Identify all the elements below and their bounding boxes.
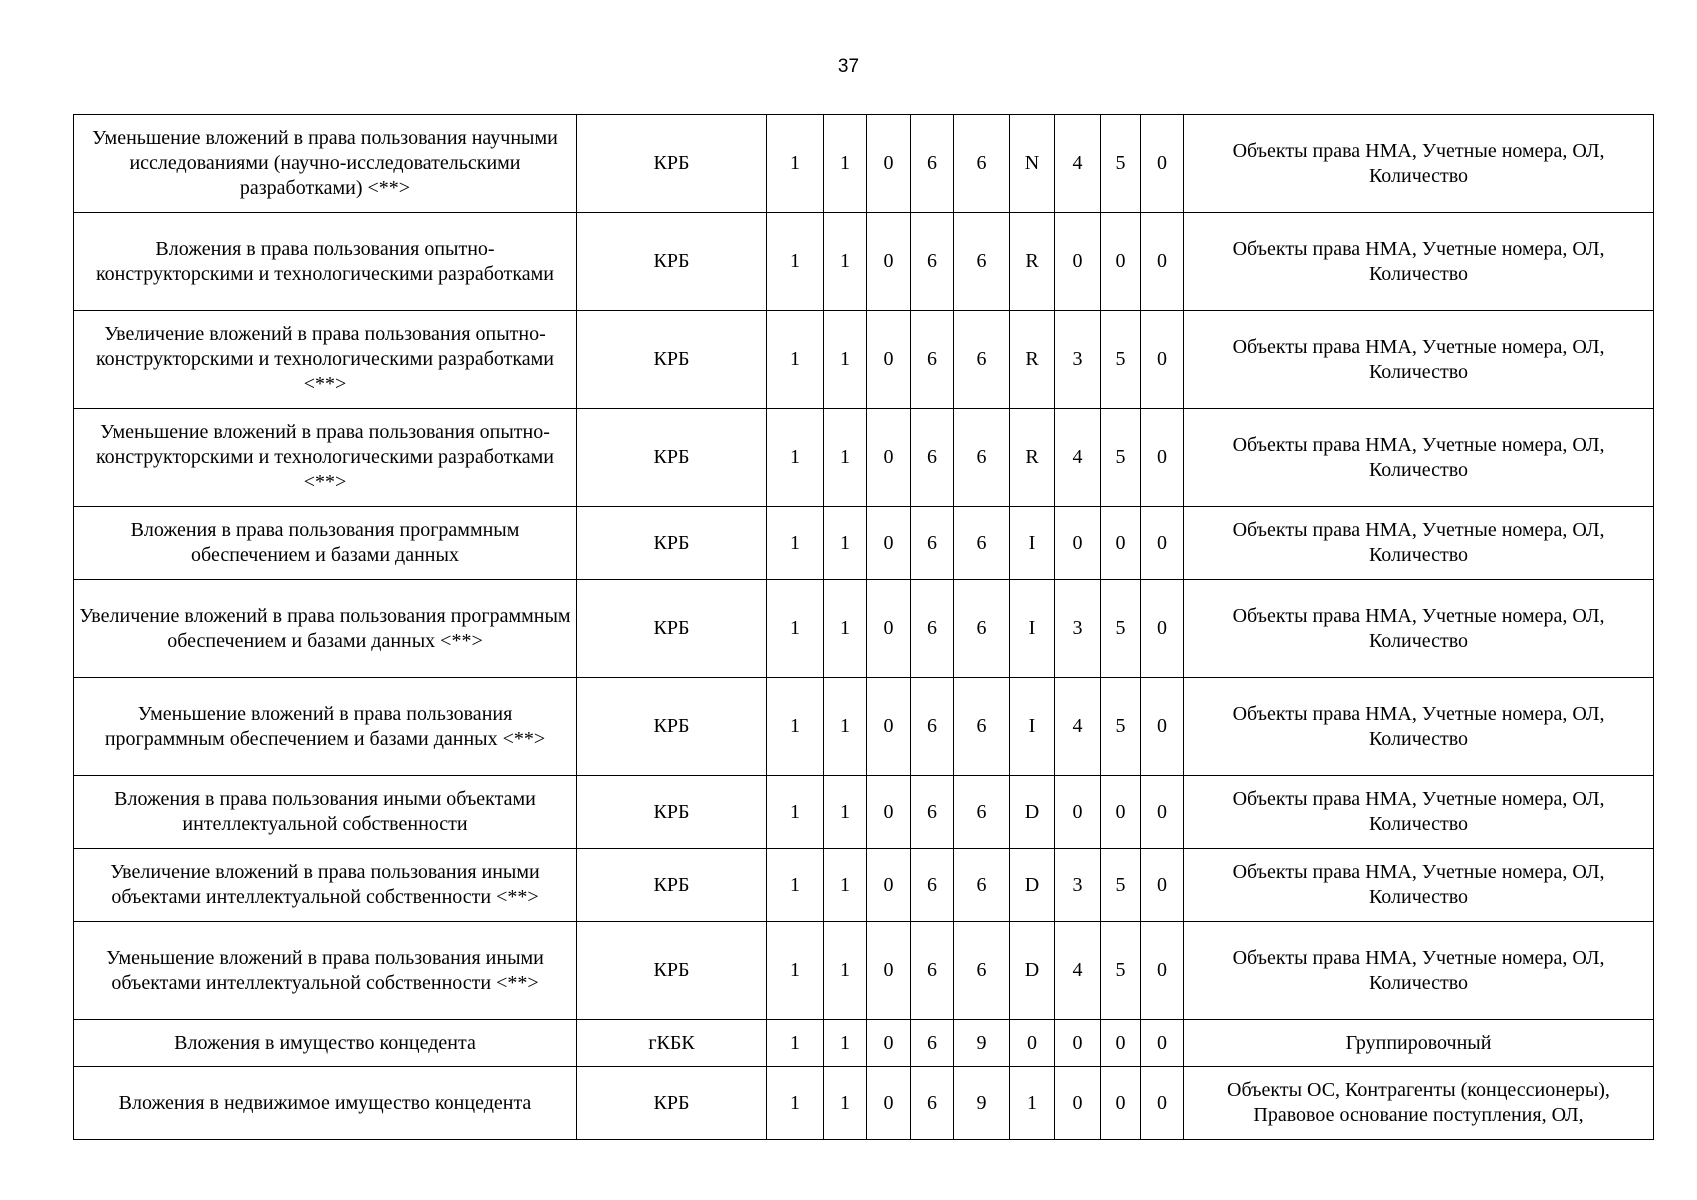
account-code-digit-cell: 1 — [824, 409, 867, 507]
account-code-digit-cell: 9 — [954, 1067, 1010, 1140]
account-code-digit-cell: 0 — [1141, 507, 1184, 580]
account-code-digit-cell: 6 — [911, 1067, 954, 1140]
account-code-digit-cell: 6 — [911, 409, 954, 507]
analytics-attributes-cell: Объекты ОС, Контрагенты (концессионеры), Правовое основание поступления, ОЛ, — [1184, 1067, 1654, 1140]
account-code-digit-cell: 3 — [1055, 849, 1101, 922]
account-code-digit-cell: 5 — [1101, 849, 1141, 922]
table-row — [74, 409, 1654, 507]
account-code-digit-cell: 0 — [1141, 580, 1184, 678]
account-code-digit-cell: 6 — [954, 115, 1010, 213]
account-code-digit-cell: 1 — [824, 507, 867, 580]
account-name-cell: Увеличение вложений в права пользования иными объектами интеллектуальной собственности <**> — [74, 849, 577, 922]
account-code-digit-cell: 5 — [1101, 580, 1141, 678]
account-name-cell: Увеличение вложений в права пользования программным обеспечением и базами данных <**> — [74, 580, 577, 678]
account-code-digit-cell: 0 — [1141, 922, 1184, 1020]
account-type-cell: КРБ — [577, 922, 767, 1020]
analytics-attributes-cell: Объекты права НМА, Учетные номера, ОЛ, Количество — [1184, 409, 1654, 507]
account-code-digit-cell: 6 — [954, 213, 1010, 311]
table-row — [74, 213, 1654, 311]
analytics-attributes-cell: Объекты права НМА, Учетные номера, ОЛ, Количество — [1184, 580, 1654, 678]
account-code-digit-cell: 1 — [824, 849, 867, 922]
table-row — [74, 776, 1654, 849]
analytics-attributes-cell: Объекты права НМА, Учетные номера, ОЛ, Количество — [1184, 776, 1654, 849]
account-code-digit-cell: 9 — [954, 1020, 1010, 1067]
account-code-digit-cell: 0 — [1141, 213, 1184, 311]
account-name-cell: Вложения в права пользования иными объектами интеллектуальной собственности — [74, 776, 577, 849]
account-code-digit-cell: 0 — [1101, 507, 1141, 580]
account-code-digit-cell: 0 — [1141, 776, 1184, 849]
account-code-digit-cell: 6 — [954, 776, 1010, 849]
account-code-digit-cell: 0 — [1010, 1020, 1055, 1067]
table-row — [74, 849, 1654, 922]
account-code-digit-cell: 0 — [867, 922, 911, 1020]
account-code-digit-cell: 1 — [824, 922, 867, 1020]
account-code-digit-cell: 5 — [1101, 409, 1141, 507]
analytics-attributes-cell: Объекты права НМА, Учетные номера, ОЛ, Количество — [1184, 115, 1654, 213]
account-code-digit-cell: 3 — [1055, 311, 1101, 409]
account-type-cell: КРБ — [577, 580, 767, 678]
account-name-cell: Уменьшение вложений в права пользования опытно-конструкторскими и технологическими разработками <**> — [74, 409, 577, 507]
account-code-digit-cell: 0 — [867, 580, 911, 678]
accounts-table-body — [74, 115, 1654, 1140]
account-type-cell: гКБК — [577, 1020, 767, 1067]
account-code-digit-cell: 1 — [767, 115, 824, 213]
account-name-cell: Уменьшение вложений в права пользования программным обеспечением и базами данных <**> — [74, 678, 577, 776]
account-code-digit-cell: 1 — [824, 580, 867, 678]
account-code-digit-cell: 1 — [824, 311, 867, 409]
account-code-digit-cell: 5 — [1101, 922, 1141, 1020]
analytics-attributes-cell: Объекты права НМА, Учетные номера, ОЛ, Количество — [1184, 849, 1654, 922]
account-code-digit-cell: 0 — [1141, 1067, 1184, 1140]
account-code-digit-cell: 4 — [1055, 115, 1101, 213]
table-row — [74, 580, 1654, 678]
account-code-digit-cell: N — [1010, 115, 1055, 213]
account-type-cell: КРБ — [577, 849, 767, 922]
account-name-cell: Уменьшение вложений в права пользования иными объектами интеллектуальной собственности <**> — [74, 922, 577, 1020]
account-code-digit-cell: 1 — [824, 776, 867, 849]
account-code-digit-cell: 0 — [1055, 1020, 1101, 1067]
table-row — [74, 311, 1654, 409]
account-code-digit-cell: 6 — [954, 922, 1010, 1020]
account-code-digit-cell: 0 — [867, 115, 911, 213]
account-code-digit-cell: D — [1010, 849, 1055, 922]
account-code-digit-cell: 0 — [867, 849, 911, 922]
account-name-cell: Вложения в права пользования опытно-конструкторскими и технологическими разработками — [74, 213, 577, 311]
table-row — [74, 1067, 1654, 1140]
account-code-digit-cell: 0 — [1141, 409, 1184, 507]
page-number: 37 — [837, 56, 860, 77]
account-code-digit-cell: 0 — [1101, 1020, 1141, 1067]
account-code-digit-cell: 1 — [824, 1067, 867, 1140]
account-code-digit-cell: 0 — [867, 1020, 911, 1067]
account-code-digit-cell: I — [1010, 678, 1055, 776]
account-code-digit-cell: 0 — [1055, 213, 1101, 311]
account-code-digit-cell: 4 — [1055, 409, 1101, 507]
analytics-attributes-cell: Объекты права НМА, Учетные номера, ОЛ, Количество — [1184, 311, 1654, 409]
analytics-attributes-cell: Группировочный — [1184, 1020, 1654, 1067]
account-code-digit-cell: 0 — [867, 507, 911, 580]
account-code-digit-cell: R — [1010, 311, 1055, 409]
table-row — [74, 115, 1654, 213]
account-code-digit-cell: 1 — [767, 922, 824, 1020]
account-code-digit-cell: 6 — [911, 678, 954, 776]
account-code-digit-cell: 6 — [954, 507, 1010, 580]
account-type-cell: КРБ — [577, 776, 767, 849]
table-row — [74, 922, 1654, 1020]
account-type-cell: КРБ — [577, 409, 767, 507]
account-code-digit-cell: 6 — [911, 213, 954, 311]
account-code-digit-cell: 1 — [767, 311, 824, 409]
account-code-digit-cell: 5 — [1101, 311, 1141, 409]
account-code-digit-cell: 0 — [867, 1067, 911, 1140]
account-code-digit-cell: 0 — [1101, 1067, 1141, 1140]
account-code-digit-cell: 6 — [954, 409, 1010, 507]
account-code-digit-cell: 6 — [954, 311, 1010, 409]
analytics-attributes-cell: Объекты права НМА, Учетные номера, ОЛ, Количество — [1184, 678, 1654, 776]
account-code-digit-cell: 5 — [1101, 115, 1141, 213]
account-code-digit-cell: 6 — [911, 580, 954, 678]
account-code-digit-cell: 0 — [1101, 776, 1141, 849]
account-code-digit-cell: 1 — [824, 678, 867, 776]
account-code-digit-cell: 6 — [911, 849, 954, 922]
account-code-digit-cell: D — [1010, 776, 1055, 849]
account-code-digit-cell: 1 — [767, 1067, 824, 1140]
account-code-digit-cell: 5 — [1101, 678, 1141, 776]
table-row — [74, 1020, 1654, 1067]
account-type-cell: КРБ — [577, 1067, 767, 1140]
account-code-digit-cell: 6 — [954, 678, 1010, 776]
account-code-digit-cell: 6 — [911, 776, 954, 849]
account-code-digit-cell: 6 — [911, 922, 954, 1020]
account-name-cell: Увеличение вложений в права пользования опытно-конструкторскими и технологическими разработками <**> — [74, 311, 577, 409]
account-code-digit-cell: 1 — [824, 213, 867, 311]
account-code-digit-cell: R — [1010, 213, 1055, 311]
account-code-digit-cell: 1 — [824, 115, 867, 213]
account-code-digit-cell: 0 — [1055, 776, 1101, 849]
account-type-cell: КРБ — [577, 507, 767, 580]
account-code-digit-cell: 1 — [767, 580, 824, 678]
account-code-digit-cell: 1 — [767, 409, 824, 507]
account-type-cell: КРБ — [577, 311, 767, 409]
account-code-digit-cell: 1 — [767, 1020, 824, 1067]
account-type-cell: КРБ — [577, 213, 767, 311]
account-code-digit-cell: 1 — [767, 213, 824, 311]
account-name-cell: Вложения в недвижимое имущество концедента — [74, 1067, 577, 1140]
table-row — [74, 507, 1654, 580]
account-code-digit-cell: 6 — [911, 507, 954, 580]
account-code-digit-cell: 1 — [824, 1020, 867, 1067]
account-code-digit-cell: I — [1010, 580, 1055, 678]
account-code-digit-cell: 0 — [1141, 849, 1184, 922]
account-code-digit-cell: 0 — [1141, 678, 1184, 776]
account-code-digit-cell: 0 — [1141, 115, 1184, 213]
account-code-digit-cell: 3 — [1055, 580, 1101, 678]
account-code-digit-cell: R — [1010, 409, 1055, 507]
account-name-cell: Уменьшение вложений в права пользования научными исследованиями (научно-исследовательскими разработками) <**> — [74, 115, 577, 213]
analytics-attributes-cell: Объекты права НМА, Учетные номера, ОЛ, Количество — [1184, 213, 1654, 311]
account-code-digit-cell: 4 — [1055, 678, 1101, 776]
account-code-digit-cell: 0 — [1101, 213, 1141, 311]
account-code-digit-cell: 0 — [1141, 311, 1184, 409]
account-code-digit-cell: 6 — [954, 580, 1010, 678]
account-code-digit-cell: 6 — [911, 311, 954, 409]
account-code-digit-cell: 0 — [1141, 1020, 1184, 1067]
account-code-digit-cell: D — [1010, 922, 1055, 1020]
account-code-digit-cell: 0 — [867, 678, 911, 776]
account-code-digit-cell: 6 — [954, 849, 1010, 922]
account-code-digit-cell: 0 — [867, 776, 911, 849]
account-code-digit-cell: 0 — [1055, 1067, 1101, 1140]
account-code-digit-cell: 1 — [1010, 1067, 1055, 1140]
analytics-attributes-cell: Объекты права НМА, Учетные номера, ОЛ, Количество — [1184, 507, 1654, 580]
account-code-digit-cell: 0 — [867, 311, 911, 409]
account-code-digit-cell: 1 — [767, 849, 824, 922]
account-code-digit-cell: 6 — [911, 115, 954, 213]
accounts-table — [73, 114, 1654, 1140]
analytics-attributes-cell: Объекты права НМА, Учетные номера, ОЛ, Количество — [1184, 922, 1654, 1020]
account-code-digit-cell: 4 — [1055, 922, 1101, 1020]
account-code-digit-cell: 1 — [767, 678, 824, 776]
account-name-cell: Вложения в права пользования программным обеспечением и базами данных — [74, 507, 577, 580]
table-row — [74, 678, 1654, 776]
account-type-cell: КРБ — [577, 678, 767, 776]
account-code-digit-cell: I — [1010, 507, 1055, 580]
account-code-digit-cell: 0 — [867, 213, 911, 311]
account-code-digit-cell: 0 — [1055, 507, 1101, 580]
account-name-cell: Вложения в имущество концедента — [74, 1020, 577, 1067]
account-code-digit-cell: 1 — [767, 507, 824, 580]
account-code-digit-cell: 6 — [911, 1020, 954, 1067]
account-code-digit-cell: 1 — [767, 776, 824, 849]
account-code-digit-cell: 0 — [867, 409, 911, 507]
account-type-cell: КРБ — [577, 115, 767, 213]
